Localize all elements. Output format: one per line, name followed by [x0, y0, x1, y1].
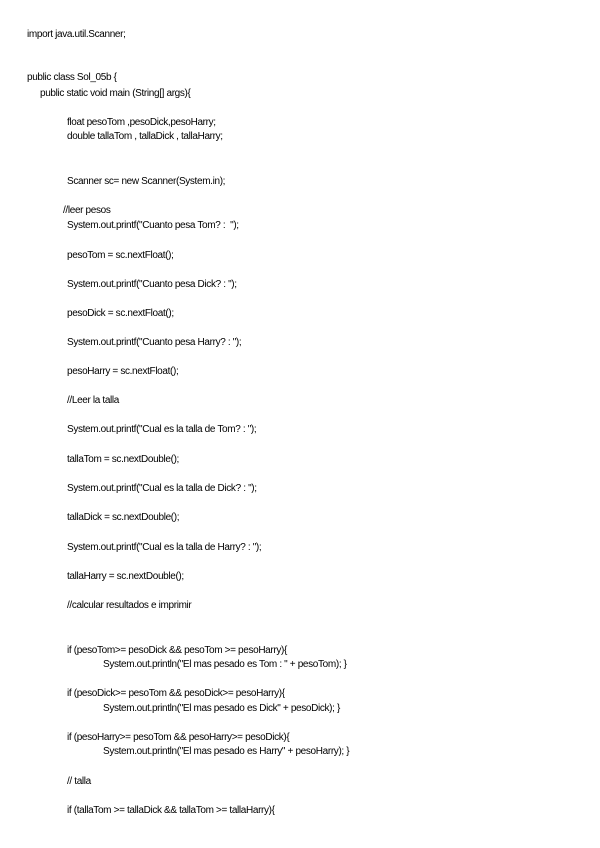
code-line: System.out.printf("Cual es la talla de Dick? : "); — [67, 483, 257, 494]
code-line: System.out.println("El mas pesado es Dick" + pesoDick); } — [103, 703, 340, 714]
code-line: public static void main (String[] args){ — [40, 88, 191, 99]
code-line: System.out.printf("Cuanto pesa Harry? : "); — [67, 337, 242, 348]
code-line: tallaHarry = sc.nextDouble(); — [67, 571, 184, 582]
code-line: System.out.printf("Cuanto pesa Tom? : "); — [67, 220, 239, 231]
code-line: public class Sol_05b { — [27, 72, 117, 83]
code-line: pesoDick = sc.nextFloat(); — [67, 308, 174, 319]
code-line: float pesoTom ,pesoDick,pesoHarry; — [67, 117, 216, 128]
code-line: tallaDick = sc.nextDouble(); — [67, 512, 180, 523]
code-line: tallaTom = sc.nextDouble(); — [67, 454, 179, 465]
code-line: System.out.printf("Cuanto pesa Dick? : "); — [67, 279, 237, 290]
code-comment: //calcular resultados e imprimir — [67, 600, 192, 611]
code-comment: //Leer la talla — [67, 395, 120, 406]
code-line: System.out.println("El mas pesado es Tom : " + pesoTom); } — [103, 659, 347, 670]
code-comment: //leer pesos — [63, 205, 111, 216]
code-line: double tallaTom , tallaDick , tallaHarry; — [67, 131, 223, 142]
code-comment: // talla — [67, 776, 91, 787]
code-line: System.out.printf("Cual es la talla de Tom? : "); — [67, 424, 257, 435]
code-line: if (pesoDick>= pesoTom && pesoDick>= pesoHarry){ — [67, 688, 285, 699]
code-line: pesoHarry = sc.nextFloat(); — [67, 366, 179, 377]
code-line: System.out.println("El mas pesado es Harry" + pesoHarry); } — [103, 746, 350, 757]
code-line: import java.util.Scanner; — [27, 29, 126, 40]
code-line: pesoTom = sc.nextFloat(); — [67, 250, 174, 261]
code-line: System.out.printf("Cual es la talla de Harry? : "); — [67, 542, 262, 553]
code-line: if (pesoHarry>= pesoTom && pesoHarry>= pesoDick){ — [67, 732, 290, 743]
code-line: if (tallaTom >= tallaDick && tallaTom >= tallaHarry){ — [67, 805, 275, 816]
code-line: Scanner sc= new Scanner(System.in); — [67, 176, 226, 187]
code-line: if (pesoTom>= pesoDick && pesoTom >= pesoHarry){ — [67, 645, 287, 656]
